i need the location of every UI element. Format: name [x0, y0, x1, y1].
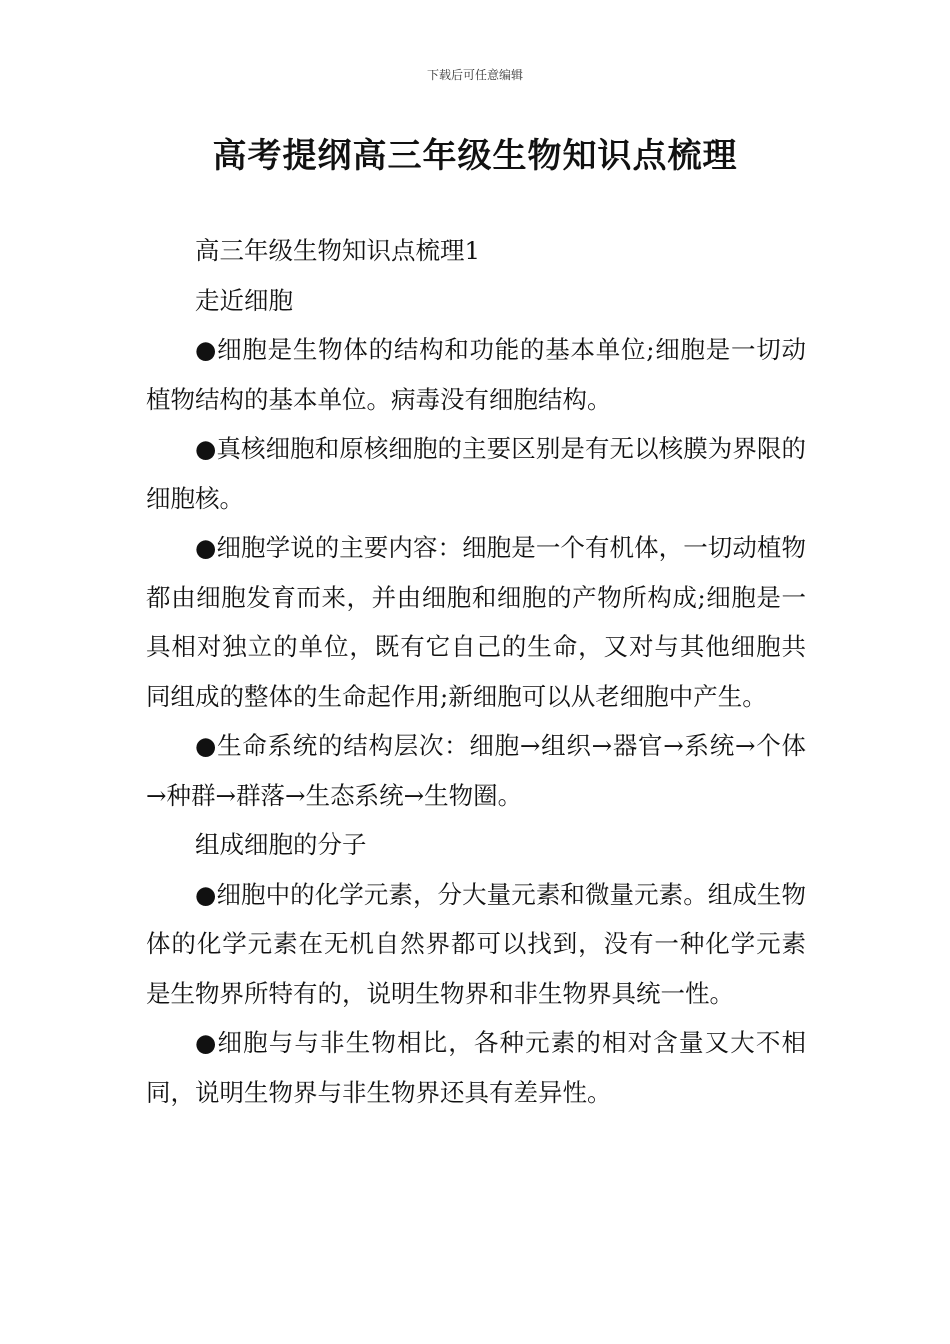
bullet-paragraph: ●真核细胞和原核细胞的主要区别是有无以核膜为界限的细胞核。 — [146, 434, 806, 513]
bullet-paragraph: ●细胞学说的主要内容：细胞是一个有机体，一切动植物都由细胞发育而来，并由细胞和细胞的产物所构成;细胞是一具相对独立的单位，既有它自己的生命，又对与其他细胞共同组成的整体的生命起作用;新细胞可以从老细胞中产生。 — [146, 533, 806, 711]
subsection-heading-molecules: 组成细胞的分子 — [195, 830, 367, 859]
document-body — [146, 226, 806, 1117]
subsection-heading-cells: 走近细胞 — [195, 285, 293, 315]
bullet-paragraph: ●细胞与与非生物相比，各种元素的相对含量又大不相同，说明生物界与非生物界还具有差异性。 — [146, 1028, 806, 1107]
bullet-paragraph: ●生命系统的结构层次：细胞→组织→器官→系统→个体→种群→群落→生态系统→生物圈。 — [146, 731, 806, 810]
section-heading-1: 高三年级生物知识点梳理1 — [195, 236, 481, 265]
bullet-paragraph: ●细胞是生物体的结构和功能的基本单位;细胞是一切动植物结构的基本单位。病毒没有细胞结构。 — [146, 335, 806, 414]
document-title: 高考提纲高三年级生物知识点梳理 — [212, 136, 738, 176]
header-note: 下载后可任意编辑 — [426, 68, 523, 82]
bullet-paragraph: ●细胞中的化学元素，分大量元素和微量元素。组成生物体的化学元素在无机自然界都可以找到，没有一种化学元素是生物界所特有的，说明生物界和非生物界具统一性。 — [146, 879, 806, 1008]
